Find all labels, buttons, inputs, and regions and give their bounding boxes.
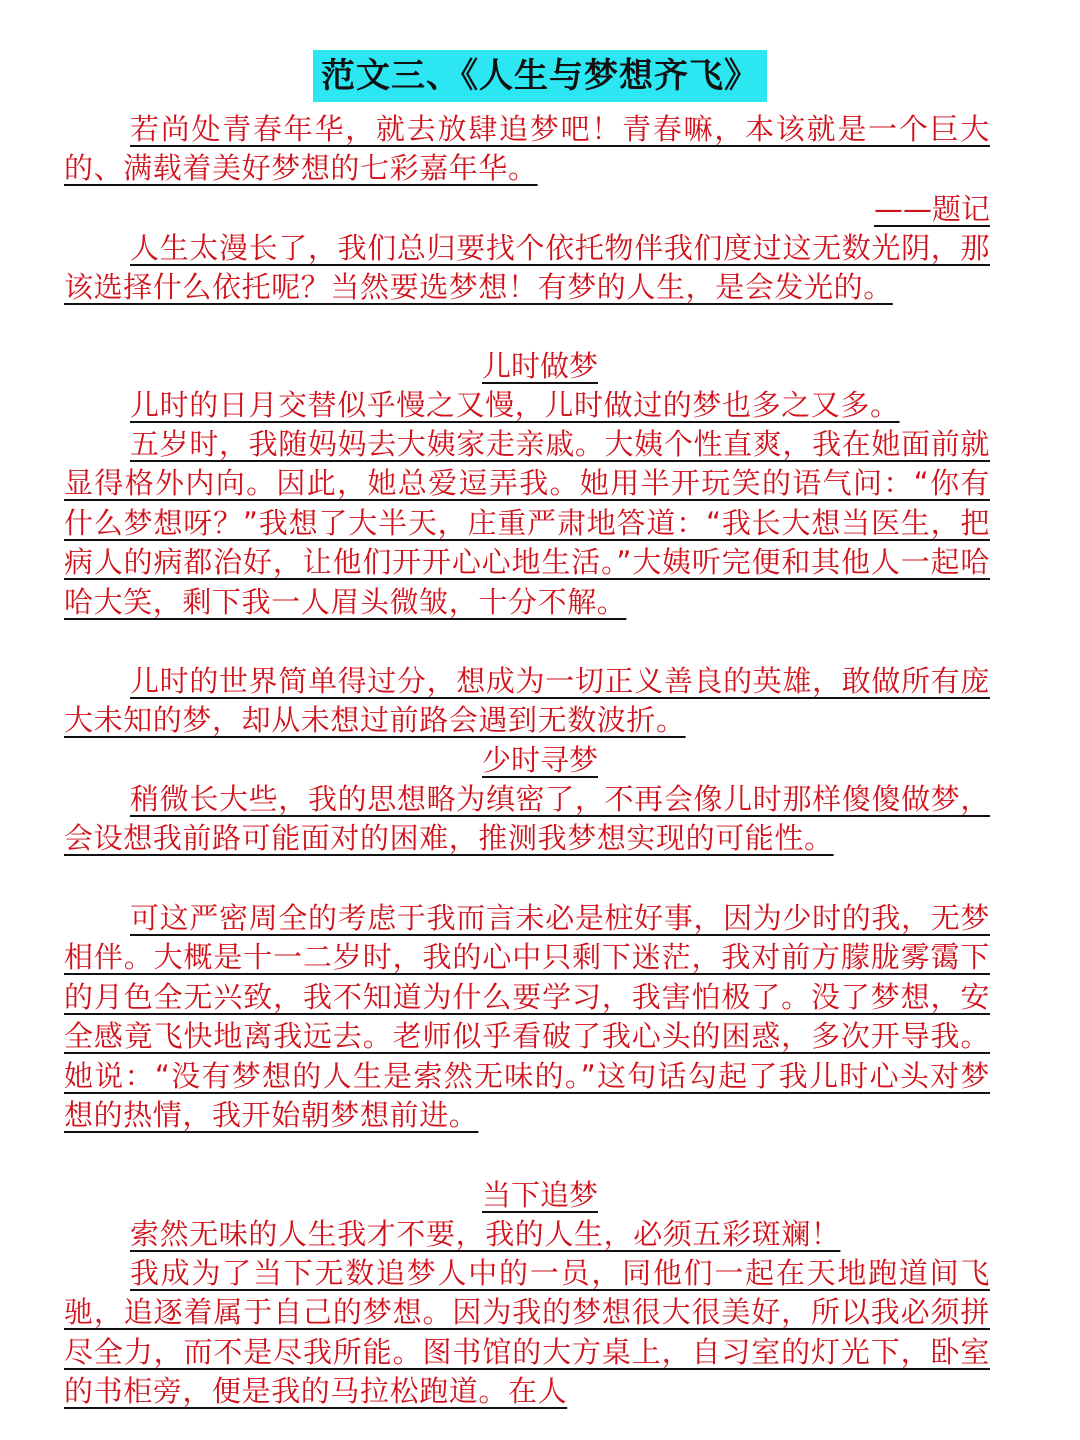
present-paragraph-2: 我成为了当下无数追梦人中的一员，同他们一起在天地跑道间飞驰，追逐着属于自己的梦想。因为我的梦想很大很美好，所以我必须拼尽全力，而不是尽我所能。图书馆的大方桌上，自习室的灯光下，卧室的书柜旁，便是我的马拉松跑道。在人 [64, 1256, 990, 1409]
childhood-paragraph-2: 五岁时，我随妈妈去大姨家走亲戚。大姨个性直爽，我在她面前就显得格外内向。因此，她总爱逗弄我。她用半开玩笑的语气问：“你有什么梦想呀？”我想了大半天，庄重严肃地答道：“我长大想当医生，把病人的病都治好，让他们开开心心地生活。”大姨听完便和其他人一起哈哈大笑，剩下我一人眉头微皱，十分不解。 [64, 427, 990, 619]
youth-paragraph-1: 稍微长大些，我的思想略为缜密了，不再会像儿时那样傻傻做梦，会设想我前路可能面对的困难，推测我梦想实现的可能性。 [64, 782, 990, 856]
epigraph-text: 若尚处青春年华，就去放肆追梦吧！青春嘛，本该就是一个巨大的、满载着美好梦想的七彩嘉年华。 [64, 112, 990, 186]
intro-paragraph [64, 229, 990, 308]
title-container [0, 50, 1080, 102]
section-heading-present: 当下追梦 [481, 1178, 598, 1212]
section-heading-youth: 少时寻梦 [481, 743, 598, 777]
intro-text: 人生太漫长了，我们总归要找个依托物伴我们度过这无数光阴，那该选择什么依托呢？当然要选梦想！有梦的人生，是会发光的。 [64, 231, 990, 305]
childhood-paragraph-1: 儿时的日月交替似乎慢之又慢，儿时做过的梦也多之又多。 [130, 388, 900, 422]
section-heading-childhood: 儿时做梦 [481, 349, 598, 383]
present-paragraph-1: 索然无味的人生我才不要，我的人生，必须五彩斑斓！ [130, 1217, 841, 1251]
youth-paragraph-2: 可这严密周全的考虑于我而言未必是桩好事，因为少时的我，无梦相伴。大概是十一二岁时，我的心中只剩下迷茫，我对前方朦胧雾霭下的月色全无兴致，我不知道为什么要学习，我害怕极了。没了梦想，安全感竟飞快地离我远去。老师似乎看破了我心头的困惑，多次开导我。她说：“没有梦想的人生是索然无味的。”这句话勾起了我儿时心头对梦想的热情，我开始朝梦想前进。 [64, 901, 990, 1133]
essay-title: 范文三、《人生与梦想齐飞》 [313, 50, 767, 102]
epigraph-paragraph [64, 110, 990, 189]
childhood-paragraph-3: 儿时的世界简单得过分，想成为一切正义善良的英雄，敢做所有庞大未知的梦，却从未想过前路会遇到无数波折。 [64, 664, 990, 738]
epigraph-signature: ——题记 [873, 192, 990, 226]
